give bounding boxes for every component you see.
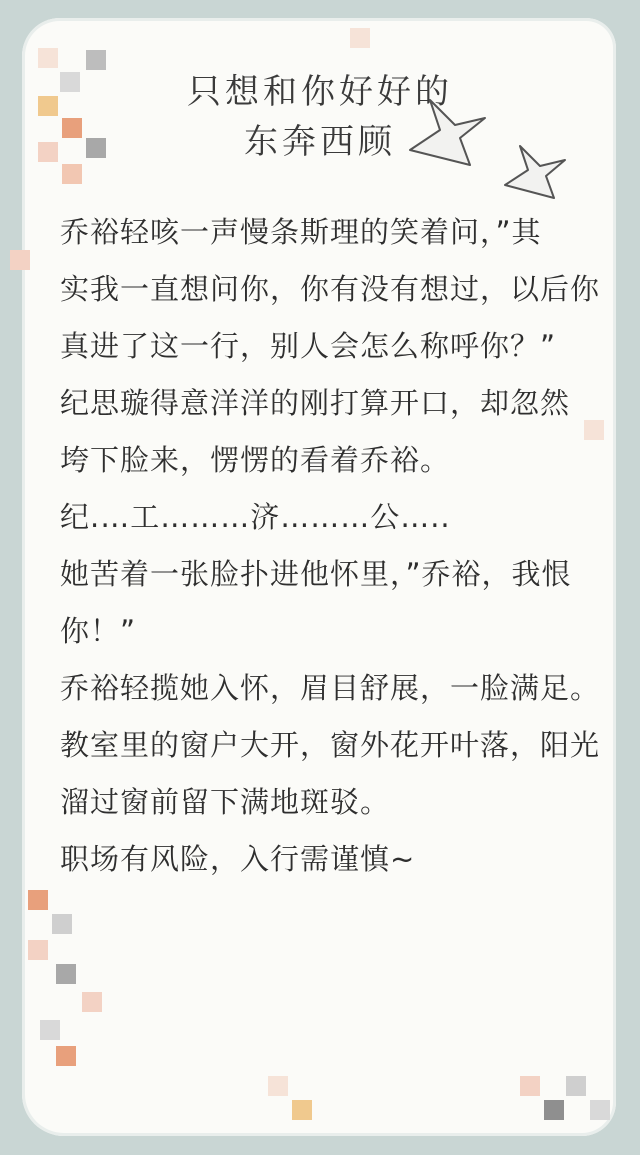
body-line: 教室里的窗户大开，窗外花开叶落，阳光 — [60, 728, 601, 762]
deco-square — [82, 992, 102, 1012]
deco-square — [268, 1076, 288, 1096]
body-line: 实我一直想问你，你有没有想过，以后你 — [60, 272, 601, 306]
body-line: 她苦着一张脸扑进他怀里，”乔裕，我恨 — [60, 557, 572, 591]
deco-square — [584, 420, 604, 440]
deco-square — [520, 1076, 540, 1096]
deco-square — [292, 1100, 312, 1120]
deco-square — [52, 914, 72, 934]
body-line: 真进了这一行，别人会怎么称呼你？” — [60, 329, 557, 363]
body-line: 溜过窗前留下满地斑驳。 — [60, 785, 391, 819]
body-line: 垮下脸来，愣愣的看着乔裕。 — [60, 443, 451, 477]
body-line: 乔裕轻咳一声慢条斯理的笑着问，”其 — [60, 215, 542, 249]
deco-square — [590, 1100, 610, 1120]
deco-square — [40, 1020, 60, 1040]
deco-square — [350, 28, 370, 48]
page-title: 只想和你好好的 — [187, 72, 453, 112]
body-line: 纪思璇得意洋洋的刚打算开口，却忽然 — [60, 386, 571, 420]
page-subtitle: 东奔西顾 — [244, 122, 396, 162]
deco-square — [544, 1100, 564, 1120]
deco-square — [28, 940, 48, 960]
deco-square — [56, 964, 76, 984]
body-line: 乔裕轻揽她入怀，眉目舒展，一脸满足。 — [60, 671, 601, 705]
deco-square — [10, 250, 30, 270]
body-line: 你！” — [60, 614, 137, 648]
deco-square — [28, 890, 48, 910]
deco-square — [62, 164, 82, 184]
deco-square — [56, 1046, 76, 1066]
deco-square — [566, 1076, 586, 1096]
body-line: 职场有风险，入行需谨慎~ — [60, 842, 416, 876]
body-line: 纪.…工………济………公….. — [60, 500, 451, 534]
